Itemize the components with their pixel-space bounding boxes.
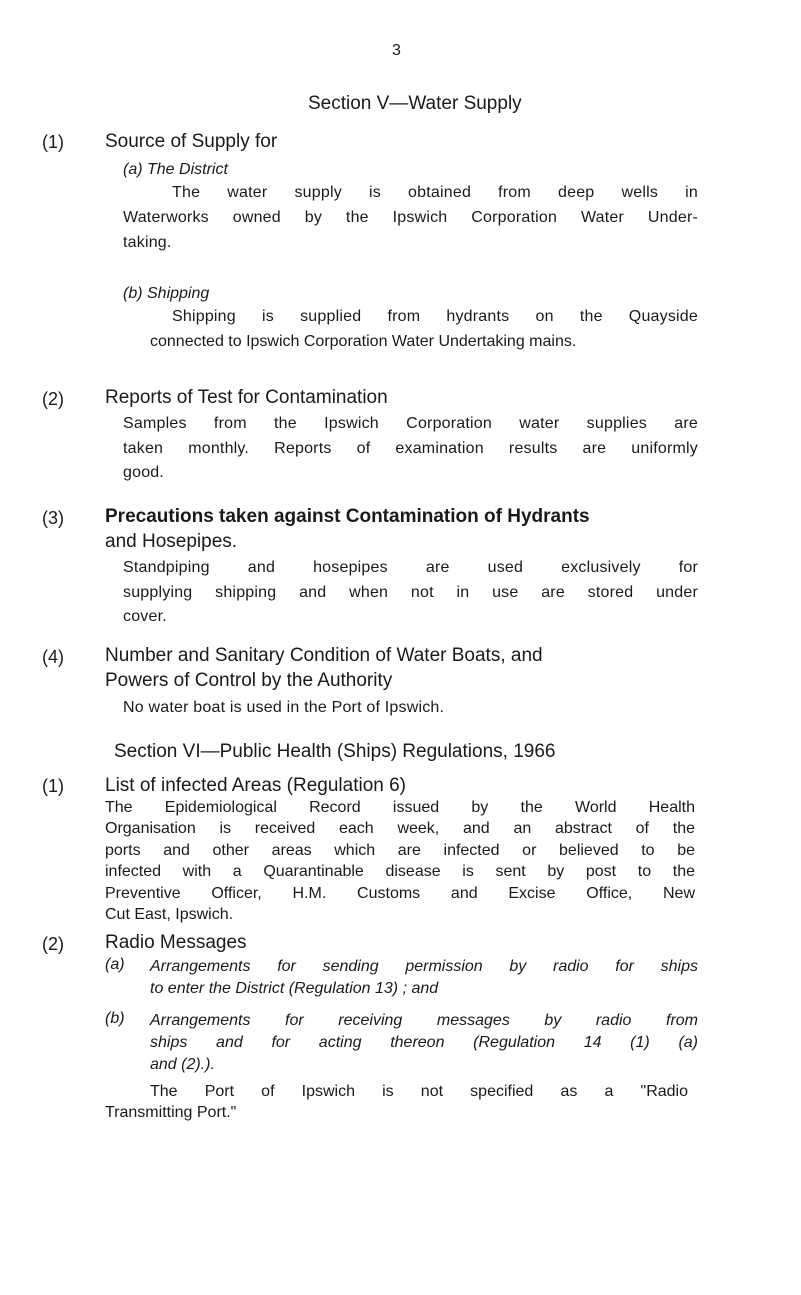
paragraph-line: ships and for acting thereon (Regulation 14 (1) (a) <box>150 1034 698 1051</box>
s5-item1b-paragraph-cont <box>150 330 698 355</box>
paragraph-line: taking. <box>123 233 172 251</box>
s5-item4-number: (4) <box>42 647 64 667</box>
paragraph-line: cover. <box>123 608 167 625</box>
paragraph-line: good. <box>123 464 165 481</box>
paragraph-line: Organisation is received each week, and an abstract of the <box>105 820 695 838</box>
section-vi-title: Section VI—Public Health (Ships) Regulations, 1966 <box>114 741 556 762</box>
paragraph-line: Transmitting Port." <box>105 1104 237 1121</box>
paragraph-line: to enter the District (Regulation 13) ; and <box>150 980 439 997</box>
s6-item2-number: (2) <box>42 934 64 954</box>
s6-item2a-label: (a) <box>105 956 125 973</box>
paragraph-line: taken monthly. Reports of examination results are uniformly <box>123 439 698 457</box>
s6-item2-closing-paragraph <box>150 1081 688 1103</box>
s5-item3-number: (3) <box>42 508 64 528</box>
s5-item2-heading: Reports of Test for Contamination <box>105 387 388 408</box>
s6-item2b-label: (b) <box>105 1010 125 1027</box>
paragraph-line: Preventive Officer, H.M. Customs and Excise Office, New <box>105 884 695 902</box>
s6-item2-heading: Radio Messages <box>105 932 247 953</box>
s5-item3-heading-line1: Precautions taken against Contamination of Hydrants <box>105 506 590 527</box>
paragraph-line: infected with a Quarantinable disease is sent by post to the <box>105 863 695 881</box>
s5-item1a-paragraph <box>172 181 698 206</box>
s6-item2-closing-paragraph-cont <box>105 1102 405 1124</box>
s5-item1-heading: Source of Supply for <box>105 131 278 152</box>
s5-item1b-label: (b) Shipping <box>123 285 210 302</box>
page-number: 3 <box>392 42 401 59</box>
s6-item1-number: (1) <box>42 776 64 796</box>
paragraph-line: Samples from the Ipswich Corporation water supplies are <box>123 415 698 432</box>
s6-item1-heading: List of infected Areas (Regulation 6) <box>105 775 407 796</box>
s6-item1-paragraph <box>105 797 695 925</box>
paragraph-line: ports and other areas which are infected or believed to be <box>105 841 695 859</box>
s5-item3-paragraph <box>123 556 698 630</box>
s5-item1b-paragraph <box>172 305 698 330</box>
s5-item3-heading-line2: and Hosepipes. <box>105 531 238 552</box>
s6-item2a-paragraph <box>150 956 698 1000</box>
paragraph-line: Standpiping and hosepipes are used exclusively for <box>123 559 698 576</box>
paragraph-line: Waterworks owned by the Ipswich Corporation Water Under- <box>123 209 698 226</box>
s5-item4-heading-line1: Number and Sanitary Condition of Water Boats, and <box>105 645 543 666</box>
s5-item4-heading-line2: Powers of Control by the Authority <box>105 670 393 691</box>
s5-item4-paragraph <box>123 696 698 721</box>
s5-item2-paragraph <box>123 412 698 486</box>
s5-item1-number: (1) <box>42 132 64 152</box>
paragraph-line: connected to Ipswich Corporation Water Undertaking mains. <box>150 333 577 350</box>
paragraph-line: and (2).). <box>150 1056 215 1073</box>
paragraph-line: Shipping is supplied from hydrants on the Quayside <box>172 308 698 325</box>
paragraph-line: Arrangements for receiving messages by radio from <box>150 1012 698 1029</box>
paragraph-line: No water boat is used in the Port of Ipswich. <box>123 699 445 716</box>
paragraph-line: The Port of Ipswich is not specified as a "Radio <box>150 1083 688 1100</box>
paragraph-line: The Epidemiological Record issued by the World Health <box>105 799 695 816</box>
s5-item1a-label: (a) The District <box>123 161 228 178</box>
paragraph-line: Cut East, Ipswich. <box>105 906 234 924</box>
s6-item2b-paragraph <box>150 1010 698 1076</box>
s5-item1a-paragraph-cont <box>123 206 698 255</box>
paragraph-line: The water supply is obtained from deep wells in <box>172 184 698 201</box>
section-v-title: Section V—Water Supply <box>308 93 522 114</box>
paragraph-line: supplying shipping and when not in use are stored under <box>123 583 698 601</box>
s5-item2-number: (2) <box>42 389 64 409</box>
paragraph-line: Arrangements for sending permission by radio for ships <box>150 958 698 975</box>
